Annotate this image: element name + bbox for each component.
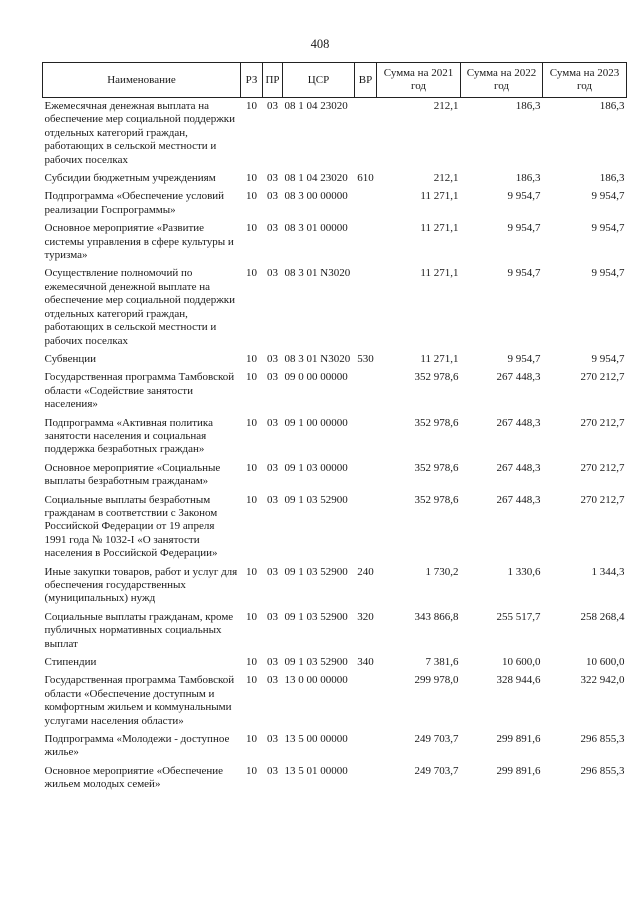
table-row xyxy=(43,492,627,564)
row-pr: 03 xyxy=(267,190,278,203)
row-sum-2023: 186,3 xyxy=(599,172,625,185)
row-sum-2022: 267 448,3 xyxy=(496,493,541,506)
table-row xyxy=(43,220,627,265)
row-sum-2021: 352 978,6 xyxy=(414,493,459,506)
row-name: Государственная программа Тамбовской области «Обеспечение доступным и комфортным жильем и коммунальными услугами населения области» xyxy=(44,674,235,727)
row-rz: 10 xyxy=(246,461,257,474)
row-vr: 340 xyxy=(357,656,374,669)
row-csr: 08 1 04 23020 xyxy=(284,100,348,112)
row-csr: 09 1 03 52900 xyxy=(284,656,348,669)
row-sum-2023: 322 942,0 xyxy=(580,674,625,687)
header-pr: ПР xyxy=(263,63,283,98)
row-sum-2022: 299 891,6 xyxy=(496,733,541,746)
row-csr: 08 3 01 00000 xyxy=(284,222,348,235)
table-row xyxy=(43,731,627,763)
row-sum-2021: 352 978,6 xyxy=(414,416,459,429)
table-header-row xyxy=(43,63,627,98)
row-sum-2022: 186,3 xyxy=(515,172,541,185)
row-sum-2023: 9 954,7 xyxy=(591,267,625,280)
row-sum-2022: 9 954,7 xyxy=(507,267,541,280)
table-row xyxy=(43,265,627,350)
row-sum-2022: 267 448,3 xyxy=(496,416,541,429)
row-sum-2021: 11 271,1 xyxy=(420,267,459,280)
table-row xyxy=(43,170,627,188)
row-rz: 10 xyxy=(246,267,257,280)
row-sum-2023: 270 212,7 xyxy=(580,493,625,506)
row-csr: 13 5 00 00000 xyxy=(284,733,348,746)
row-rz: 10 xyxy=(246,733,257,746)
header-sum-2021: Сумма на 2021 год xyxy=(377,63,461,98)
row-sum-2021: 352 978,6 xyxy=(414,371,459,384)
row-sum-2021: 249 703,7 xyxy=(414,733,459,746)
row-sum-2021: 249 703,7 xyxy=(414,764,459,777)
row-rz: 10 xyxy=(246,610,257,623)
row-sum-2023: 296 855,3 xyxy=(580,733,625,746)
row-vr xyxy=(355,492,377,564)
row-pr: 03 xyxy=(267,461,278,474)
row-sum-2021: 11 271,1 xyxy=(420,352,459,365)
budget-table xyxy=(42,62,627,795)
table-row xyxy=(43,654,627,672)
row-csr: 09 1 03 52900 xyxy=(284,493,348,506)
row-sum-2023: 1 344,3 xyxy=(591,565,625,578)
row-vr xyxy=(355,220,377,265)
row-name: Иные закупки товаров, работ и услуг для обеспечения государственных (муниципальных) нужд xyxy=(44,565,238,605)
row-sum-2023: 270 212,7 xyxy=(580,416,625,429)
table-row xyxy=(43,351,627,369)
row-rz: 10 xyxy=(246,190,257,203)
row-sum-2021: 7 381,6 xyxy=(425,656,459,669)
row-vr: 610 xyxy=(357,172,374,185)
row-pr: 03 xyxy=(267,352,278,365)
row-pr: 03 xyxy=(267,565,278,578)
row-sum-2023: 9 954,7 xyxy=(591,222,625,235)
table-row xyxy=(43,763,627,795)
header-rz: РЗ xyxy=(241,63,263,98)
row-sum-2021: 11 271,1 xyxy=(420,222,459,235)
row-pr: 03 xyxy=(267,733,278,746)
row-pr: 03 xyxy=(267,656,278,669)
row-name: Основное мероприятие «Развитие системы управления в сфере культуры и туризма» xyxy=(44,222,234,262)
row-name: Основное мероприятие «Социальные выплаты безработным гражданам» xyxy=(44,461,221,488)
table-row xyxy=(43,460,627,492)
table-row xyxy=(43,609,627,654)
row-sum-2022: 299 891,6 xyxy=(496,764,541,777)
table-row xyxy=(43,415,627,460)
row-name: Подпрограмма «Активная политика занятости населения и социальная поддержка безработных граждан» xyxy=(44,416,213,456)
table-row xyxy=(43,672,627,731)
row-sum-2021: 11 271,1 xyxy=(420,190,459,203)
page-number: 408 xyxy=(310,37,330,51)
row-sum-2022: 1 330,6 xyxy=(507,565,541,578)
row-pr: 03 xyxy=(267,493,278,506)
row-vr xyxy=(355,672,377,731)
header-sum-2022: Сумма на 2022 год xyxy=(461,63,543,98)
row-pr: 03 xyxy=(267,222,278,235)
row-pr: 03 xyxy=(267,764,278,777)
row-csr: 09 0 00 00000 xyxy=(284,371,348,384)
row-rz: 10 xyxy=(246,172,257,185)
row-name: Осуществление полномочий по ежемесячной денежной выплате на обеспечение мер социальной поддержки отдельных категорий граждан, работающих в сельской местности и рабочих поселках xyxy=(44,267,236,347)
table-row xyxy=(43,369,627,414)
row-rz: 10 xyxy=(246,100,257,112)
row-csr: 08 1 04 23020 xyxy=(284,172,348,185)
row-name: Подпрограмма «Молодежи - доступное жилье» xyxy=(44,733,230,759)
row-sum-2023: 10 600,0 xyxy=(586,656,625,669)
header-vr: ВР xyxy=(355,63,377,98)
row-name: Социальные выплаты безработным гражданам в соответствии с Законом Российской Федерации от 19 апреля 1991 года № 1032-I «О занятости населения в Российской Федерации» xyxy=(44,493,218,560)
row-csr: 13 5 01 00000 xyxy=(284,764,348,777)
row-vr: 240 xyxy=(357,565,374,578)
row-sum-2023: 258 268,4 xyxy=(580,610,625,623)
row-pr: 03 xyxy=(267,610,278,623)
row-sum-2022: 9 954,7 xyxy=(507,352,541,365)
row-csr: 13 0 00 00000 xyxy=(284,674,348,687)
row-name: Подпрограмма «Обеспечение условий реализации Госпрограммы» xyxy=(44,190,225,216)
row-sum-2023: 9 954,7 xyxy=(591,352,625,365)
row-csr: 08 3 00 00000 xyxy=(284,190,348,203)
row-name: Субсидии бюджетным учреждениям xyxy=(44,172,216,185)
row-csr: 08 3 01 N3020 xyxy=(284,267,351,280)
row-sum-2022: 9 954,7 xyxy=(507,222,541,235)
row-rz: 10 xyxy=(246,764,257,777)
row-vr xyxy=(355,98,377,171)
row-pr: 03 xyxy=(267,371,278,384)
table-row xyxy=(43,98,627,171)
row-sum-2022: 267 448,3 xyxy=(496,461,541,474)
row-sum-2023: 270 212,7 xyxy=(580,461,625,474)
row-pr: 03 xyxy=(267,674,278,687)
row-csr: 08 3 01 N3020 xyxy=(284,352,351,365)
table-row xyxy=(43,564,627,609)
row-name: Государственная программа Тамбовской области «Содействие занятости населения» xyxy=(44,371,235,411)
row-vr xyxy=(355,265,377,350)
row-vr xyxy=(355,731,377,763)
row-vr: 530 xyxy=(357,352,374,365)
row-sum-2022: 186,3 xyxy=(515,100,541,112)
row-rz: 10 xyxy=(246,674,257,687)
row-vr xyxy=(355,415,377,460)
row-rz: 10 xyxy=(246,416,257,429)
row-csr: 09 1 03 52900 xyxy=(284,565,348,578)
row-sum-2021: 212,1 xyxy=(433,100,459,112)
row-sum-2022: 9 954,7 xyxy=(507,190,541,203)
row-pr: 03 xyxy=(267,416,278,429)
row-sum-2023: 270 212,7 xyxy=(580,371,625,384)
row-name: Стипендии xyxy=(44,656,97,669)
header-csr: ЦСР xyxy=(283,63,355,98)
row-sum-2021: 1 730,2 xyxy=(425,565,459,578)
header-sum-2023: Сумма на 2023 год xyxy=(543,63,627,98)
row-pr: 03 xyxy=(267,172,278,185)
row-name: Социальные выплаты гражданам, кроме публичных нормативных социальных выплат xyxy=(44,610,234,650)
row-vr: 320 xyxy=(357,610,374,623)
row-name: Ежемесячная денежная выплата на обеспечение мер социальной поддержки отдельных категорий граждан, работающих в сельской местности и рабочих поселках xyxy=(44,100,236,166)
row-pr: 03 xyxy=(267,100,278,112)
row-sum-2022: 267 448,3 xyxy=(496,371,541,384)
table-row xyxy=(43,188,627,220)
row-sum-2022: 328 944,6 xyxy=(496,674,541,687)
row-sum-2021: 299 978,0 xyxy=(414,674,459,687)
row-sum-2021: 212,1 xyxy=(433,172,459,185)
row-name: Основное мероприятие «Обеспечение жильем молодых семей» xyxy=(44,764,224,791)
row-sum-2022: 255 517,7 xyxy=(496,610,541,623)
row-rz: 10 xyxy=(246,222,257,235)
row-sum-2023: 296 855,3 xyxy=(580,764,625,777)
row-pr: 03 xyxy=(267,267,278,280)
row-name: Субвенции xyxy=(44,352,97,365)
row-sum-2023: 9 954,7 xyxy=(591,190,625,203)
row-csr: 09 1 03 52900 xyxy=(284,610,348,623)
row-rz: 10 xyxy=(246,371,257,384)
header-name: Наименование xyxy=(43,63,241,98)
row-sum-2023: 186,3 xyxy=(599,100,625,112)
row-rz: 10 xyxy=(246,656,257,669)
row-vr xyxy=(355,369,377,414)
row-vr xyxy=(355,188,377,220)
row-sum-2022: 10 600,0 xyxy=(502,656,541,669)
row-rz: 10 xyxy=(246,565,257,578)
row-rz: 10 xyxy=(246,493,257,506)
row-csr: 09 1 03 00000 xyxy=(284,461,348,474)
row-csr: 09 1 00 00000 xyxy=(284,416,348,429)
row-sum-2021: 343 866,8 xyxy=(414,610,459,623)
row-rz: 10 xyxy=(246,352,257,365)
row-vr xyxy=(355,763,377,795)
row-sum-2021: 352 978,6 xyxy=(414,461,459,474)
row-vr xyxy=(355,460,377,492)
